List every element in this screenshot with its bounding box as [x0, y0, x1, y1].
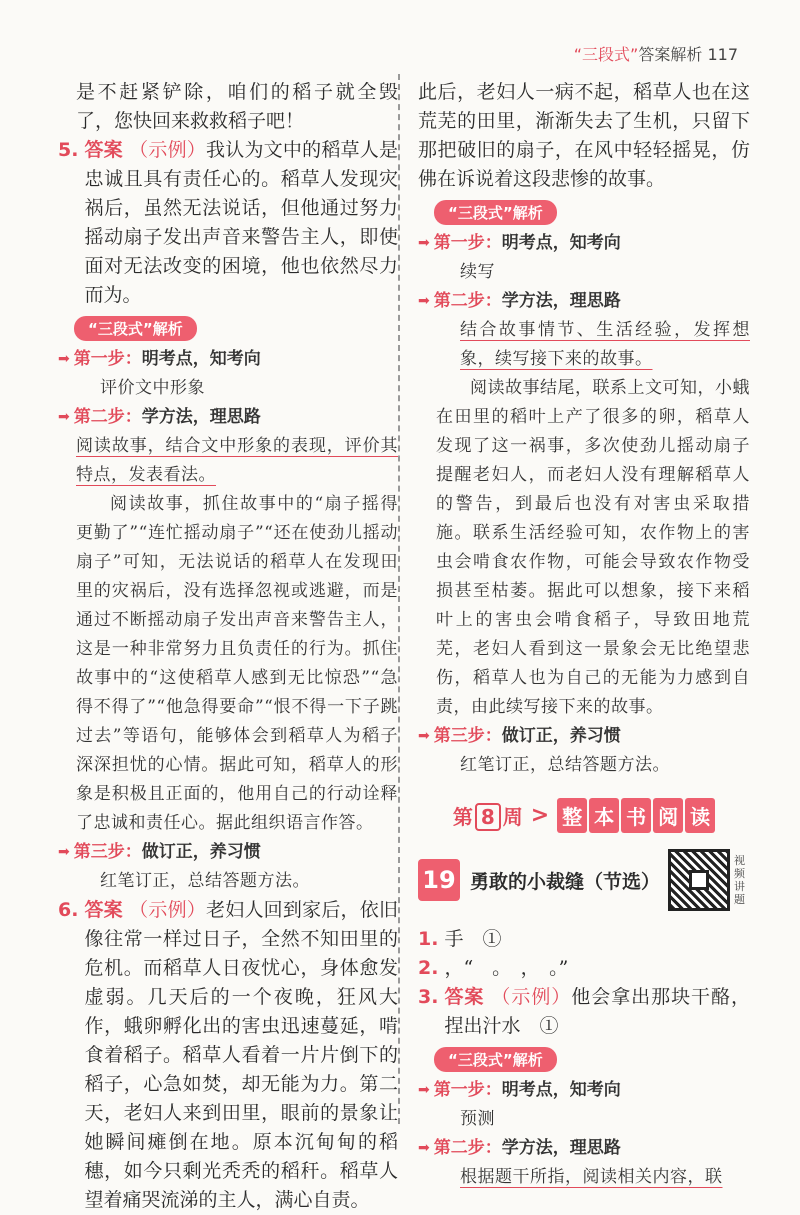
week-number: 8: [475, 803, 501, 831]
analysis-pill: “三段式”解析: [434, 200, 557, 225]
step-title: 学方法，理思路: [501, 291, 621, 311]
step-label: 第一步：: [433, 1080, 502, 1100]
step-label: 第三步：: [73, 842, 142, 862]
step-method: 阅读故事，结合文中形象的表现，评价其特点，发表看法。: [76, 436, 398, 485]
step-title: 明考点，知考向: [501, 1080, 621, 1100]
arrow-icon: ➡: [58, 844, 70, 860]
step-content: 红笔订正，总结答题方法。: [100, 871, 310, 891]
example-label: （示例）: [491, 986, 572, 1008]
answer-label: 答案: [444, 986, 485, 1008]
step-analysis: 阅读故事结尾，联系上文可知，小蛾在田里的稻叶上产了很多的卵，稻草人发现了这一祸事，多次使劲儿摇动扇子提醒老妇人，而老妇人没有理解稻草人的警告，到最后也没有对害虫采取措施。联系生活经验可知，农作物上的害虫会啃食农作物，可能会导致农作物受损甚至枯萎。据此可以想象，接下来稻叶上的害虫会啃食稻子，导致田地荒芜，老妇人看到这一景象会无比绝望悲伤，稻草人也为自己的无能为力感到自责，由此续写接下来的故事。: [436, 378, 750, 717]
question-number: 5.: [58, 139, 79, 161]
answer-1: [418, 925, 750, 954]
arrow-icon: ➡: [418, 1082, 430, 1098]
step-label: 第二步：: [433, 291, 502, 311]
step-1: [418, 229, 750, 258]
question-number: 3.: [418, 986, 439, 1008]
step-3: [58, 838, 398, 867]
arrow-icon: ➡: [418, 235, 430, 251]
lesson-header: [418, 849, 750, 911]
step-2: [418, 287, 750, 316]
step-label: 第二步：: [73, 407, 142, 427]
lesson-number: 19: [418, 859, 460, 901]
step-label: 第二步：: [433, 1138, 502, 1158]
example-label: （示例）: [129, 899, 207, 921]
week-topic: [557, 798, 715, 833]
answer-label: 答案: [84, 899, 123, 921]
question-5: [58, 136, 398, 310]
analysis-pill: “三段式”解析: [434, 1047, 557, 1072]
left-intro: 是不赶紧铲除，咱们的稻子就全毁了，您快回来救救稻子吧！: [76, 81, 398, 132]
question-number: 2.: [418, 957, 439, 979]
step-2: [58, 403, 398, 432]
answer-3: [418, 983, 750, 1041]
topic-char: 本: [589, 798, 619, 833]
step-title: 学方法，理思路: [501, 1138, 621, 1158]
answer-label: 答案: [84, 139, 123, 161]
question-6: [58, 896, 398, 1215]
page-header: [574, 42, 738, 65]
analysis-pill: “三段式”解析: [74, 316, 197, 341]
answer-text: 老妇人回到家后，依旧像往常一样过日子，全然不知田里的危机。而稻草人日夜忧心，身体愈发虚弱。几天后的一个夜晚，狂风大作，蛾卵孵化出的害虫迅速蔓延，啃食着稻子。稻草人看着一片片倒下的稻子，心急如焚，却无能为力。第二天，老妇人来到田里，眼前的景象让她瞬间瘫倒在地。原本沉甸甸的稻穗，如今只剩光秃秃的稻秆。稻草人望着痛哭流涕的主人，满心自责。: [84, 899, 398, 1211]
week-label: 第 8 周: [452, 805, 523, 829]
arrow-icon: ➡: [418, 293, 430, 309]
step-label: 第三步：: [433, 726, 502, 746]
step-analysis: 阅读故事，抓住故事中的“扇子摇得更勤了”“连忙摇动扇子”“还在使劲儿摇动扇子”可知，无法说话的稻草人在发现田里的灾祸后，没有选择忽视或逃避，而是通过不断摇动扇子发出声音来警告主人，这是一种非常努力且负责任的行为。抓住故事中的“这使稻草人感到无比惊恐”“急得不得了”“他急得要命”“恨不得一下子跳过去”等语句，能够体会到稻草人为稻子深深担忧的心情。据此可知，稻草人的形象是积极且正面的，他用自己的行动诠释了忠诚和责任心。据此组织语言作答。: [76, 494, 398, 833]
step-title: 明考点，知考向: [501, 233, 621, 253]
step-method: 根据题干所指，阅读相关内容，联: [460, 1167, 723, 1187]
step-content: 红笔订正，总结答题方法。: [460, 755, 670, 775]
step-content: 续写: [460, 262, 495, 282]
page-number: 117: [707, 45, 738, 64]
step-1: [58, 345, 398, 374]
answer-text: 手 ①: [444, 928, 502, 950]
answer-text: 他会拿出那块干酪，捏出汁水 ①: [444, 986, 750, 1037]
header-title: 答案解析: [638, 45, 703, 64]
arrow-icon: ➡: [58, 409, 70, 425]
topic-char: 书: [621, 798, 651, 833]
step-1: [418, 1076, 750, 1105]
qr-code-icon[interactable]: [668, 849, 730, 911]
column-divider: [398, 74, 400, 1124]
arrow-icon: ➡: [418, 728, 430, 744]
arrow-icon: ➡: [58, 351, 70, 367]
chevron-right-icon: >: [530, 803, 550, 828]
left-column: [58, 78, 398, 1215]
topic-char: 阅: [653, 798, 683, 833]
right-intro: 此后，老妇人一病不起，稻草人也在这荒芜的田里，渐渐失去了生机，只留下那把破旧的扇子，在风中轻轻摇晃，仿佛在诉说着这段悲惨的故事。: [418, 81, 750, 190]
step-method: 结合故事情节、生活经验，发挥想象，续写接下来的故事。: [460, 320, 750, 369]
step-title: 学方法，理思路: [141, 407, 261, 427]
qr-label: 视频讲题: [734, 854, 745, 906]
right-column: [418, 78, 750, 1192]
answer-text: 我认为文中的稻草人是忠诚且具有责任心的。稻草人发现灾祸后，虽然无法说话，但他通过努力摇动扇子发出声音来警告主人，即使面对无法改变的困境，他也依然尽力而为。: [84, 139, 398, 306]
arrow-icon: ➡: [418, 1140, 430, 1156]
step-content: 评价文中形象: [100, 378, 205, 398]
answer-2: [418, 954, 750, 983]
step-title: 明考点，知考向: [141, 349, 261, 369]
step-title: 做订正，养习惯: [501, 726, 621, 746]
example-label: （示例）: [129, 139, 207, 161]
step-2: [418, 1134, 750, 1163]
step-content: 预测: [460, 1109, 495, 1129]
topic-char: 读: [685, 798, 715, 833]
header-tag: “三段式”: [573, 45, 639, 64]
topic-char: 整: [557, 798, 587, 833]
step-3: [418, 722, 750, 751]
answer-text: ，“ 。 ， 。”: [444, 957, 569, 979]
step-title: 做订正，养习惯: [141, 842, 261, 862]
question-number: 1.: [418, 928, 439, 950]
lesson-title: 勇敢的小裁缝（节选）: [470, 870, 661, 893]
step-label: 第一步：: [433, 233, 502, 253]
question-number: 6.: [58, 899, 79, 921]
step-label: 第一步：: [73, 349, 142, 369]
week-banner: [418, 798, 750, 833]
